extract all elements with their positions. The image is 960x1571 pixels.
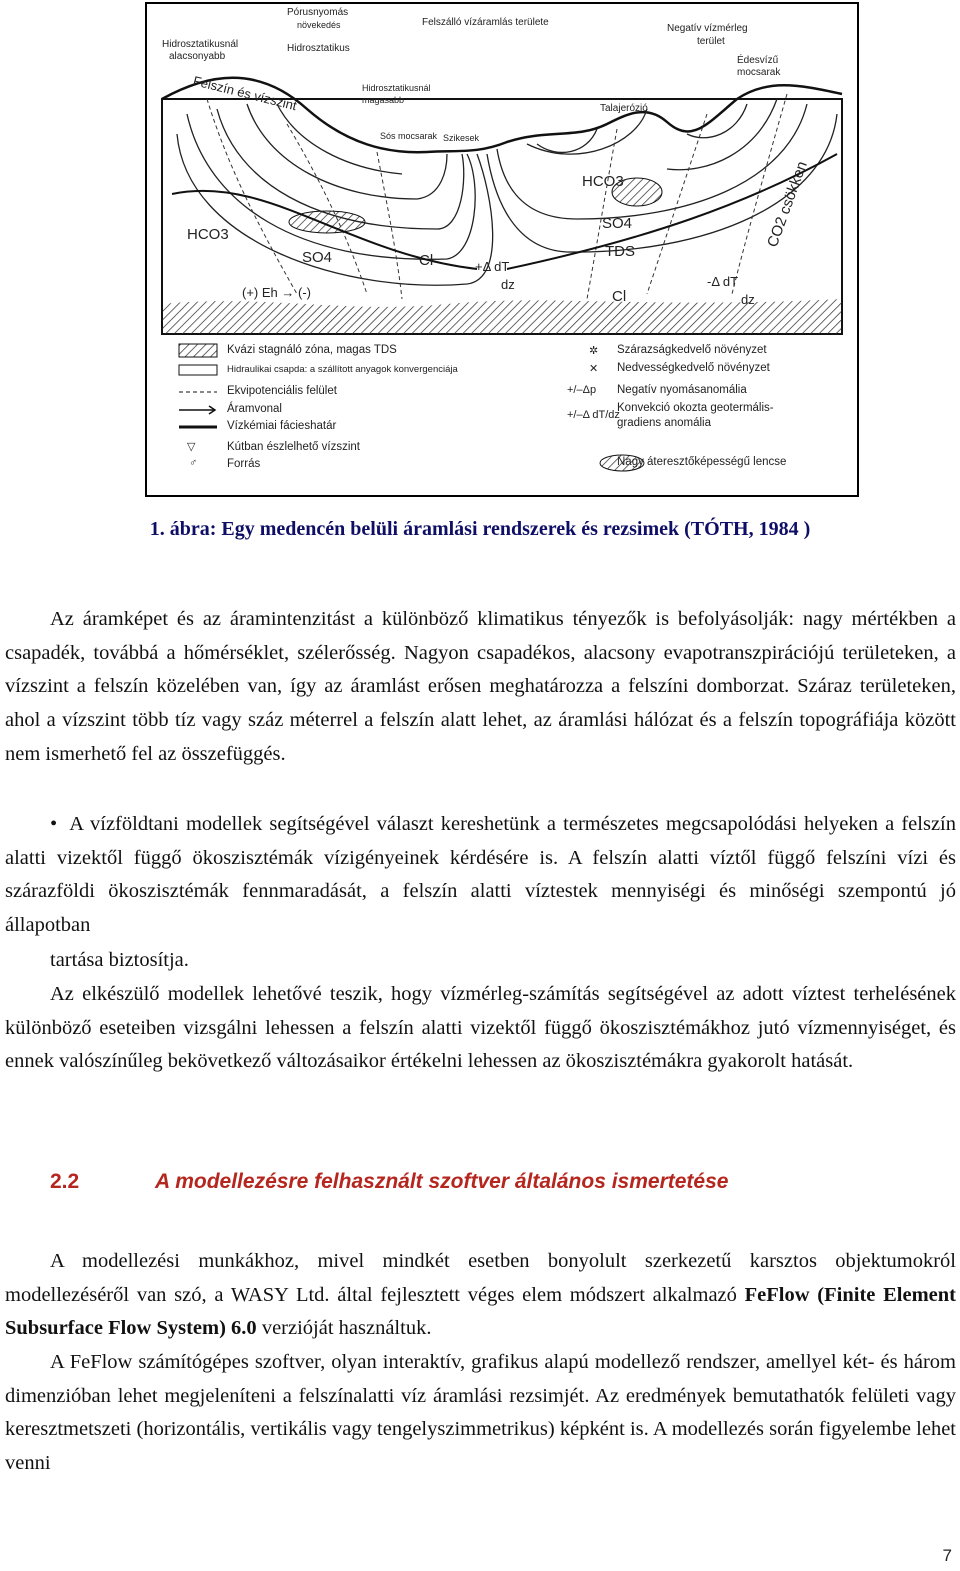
paragraph-bullet-end: tartása biztosítja. (50, 949, 189, 971)
legend-sym-stagnant (179, 344, 217, 357)
legend-right-3: Konvekció okozta geotermális- (617, 402, 774, 414)
paragraph-models: Az elkészülő modellek lehetővé teszik, hogy vízmérleg-számítás segítségével az adott víztest terhelésének különböző eseteiben vizsgálni lehessen a felszín alatti vizektől függő ökoszisztémákhoz jutó vízmennyiséget, és ennek valószínűleg bekövetkező változásaikor értékelni lehessen az ökoszisztémákra gyakorolt hatását. (5, 983, 956, 1073)
fig-label-dz-right: dz (741, 292, 755, 307)
legend-right-4: gradiens anomália (617, 417, 711, 429)
fig-label-hidrosztatikus: Hidrosztatikus (287, 43, 350, 54)
dry-vegetation-icon: ✲ (589, 345, 599, 357)
basin-surface-line (162, 78, 842, 152)
page-number: 7 (942, 1546, 952, 1565)
fig-label-dz-left: dz (501, 277, 515, 292)
section-heading (50, 1170, 728, 1194)
fig-label-tds: TDS (605, 243, 635, 260)
fig-label-hco3-left: HCO3 (187, 226, 229, 243)
paragraph-climate: Az áramképet és az áramintenzitást a különböző klimatikus tényezők is befolyásolják: nagy mértékben a csapadék, továbbá a hőmérséklet, szélerősség. Nagyon csapadékos, alacsony evapotranszpirációjú területeken, a vízszint a felszín közelében van, így az áramlást erősen meghatározza a felszíni domborzat. Száraz területeken, ahol a vízszint több tíz vagy száz méterrel a felszín alatt lehet, az áramlási hálózat és a felszín topográfiája között nem ismerhető fel az összefüggés. (5, 608, 956, 765)
figure-flow-systems (145, 2, 859, 497)
bullet-icon: • (50, 813, 58, 835)
legend-left-4: Vízkémiai fácieshatár (227, 420, 337, 432)
fig-label-hidro-alacsony-1: Hidrosztatikusnál (162, 39, 239, 50)
fig-label-minus-delta-dt: -Δ dT (707, 274, 739, 289)
figure-caption: 1. ábra: Egy medencén belüli áramlási rendszerek és rezsimek (TÓTH, 1984 ) (149, 518, 811, 540)
fig-label-porusnyomas: Pórusnyomás (287, 7, 349, 18)
legend-right-0: Szárazságkedvelő növényzet (617, 344, 767, 356)
wet-vegetation-icon: ✕ (589, 363, 599, 375)
paragraph-feflow-intro (5, 1245, 956, 1346)
legend-right-sym-2: +/–Δp (567, 384, 597, 396)
legend-left-6: Forrás (227, 458, 261, 470)
paragraph-bullet-text: A vízföldtani modellek segítségével választ kereshetünk a természetes megcsapolódási helyeken a felszín alatti vizektől függő ökoszisztémák vízigényeinek kérdésére is. A felszín alatti víztől függő felszíni vízi és szárazföldi ökoszisztémák fennmaradását, a felszín alatti víztestek mennyiségi és minőségi szempontú jó állapotban (5, 813, 956, 937)
fig-label-edesvizu-2: mocsarak (737, 67, 781, 78)
legend-right-1: Nedvességkedvelő növényzet (617, 362, 770, 374)
spring-icon: ♂ (189, 457, 198, 469)
feflow-intro-text-a: A modellezési munkákhoz, mivel mindkét esetben bonyolult szerkezetű karsztos objektumokról modellezéséről van szó, a WASY Ltd. által fejlesztett véges elem módszert alkalmazó (5, 1250, 956, 1306)
fig-label-negativ-2: terület (697, 36, 725, 47)
fig-label-cl-left: Cl (419, 252, 434, 269)
stagnant-zone-bottom (162, 299, 842, 334)
feflow-name-bold: FeFlow (Finite Element Subsurface Flow System) 6.0 (5, 1283, 956, 1340)
flow-lines (177, 99, 837, 285)
fig-label-cl-right: Cl (612, 288, 627, 305)
fig-label-negativ-1: Negatív vízmérleg (667, 23, 748, 34)
fig-label-sos-mocsarak: Sós mocsarak (380, 131, 438, 141)
fig-label-szikesek: Szikesek (443, 133, 480, 143)
fig-label-hidro-alacsony-2: alacsonyabb (169, 51, 226, 62)
section-title: A modellezésre felhasznált szoftver általános ismertetése (155, 1170, 729, 1193)
legend-sym-flowline (179, 406, 215, 414)
fig-label-talajerozio: Talajerózió (600, 103, 648, 114)
fig-label-so4-right: SO4 (602, 215, 633, 232)
legend-left-1: Hidraulikai csapda: a szállított anyagok konvergenciája (227, 364, 458, 375)
fig-label-felszallo: Felszálló vízáramlás területe (422, 17, 549, 28)
legend-right-2: Negatív nyomásanomália (617, 384, 747, 396)
legend-left-5: Kútban észlelhető vízszint (227, 441, 360, 453)
fig-label-novekedes: növekedés (297, 20, 341, 30)
section-number: 2.2 (50, 1170, 80, 1193)
fig-label-hidro-magas-2: magasabb (362, 95, 405, 105)
well-level-icon: ▽ (187, 441, 196, 453)
fig-label-delta-dt: +Δ dT (475, 259, 510, 274)
feflow-intro-text-b: verzióját használtuk. (256, 1317, 432, 1340)
legend-right-5: Nagy áteresztőképességű lencse (617, 456, 787, 468)
legend-right-sym-3: +/–Δ dT/dz (567, 409, 620, 421)
legend-sym-trap (179, 365, 217, 375)
fig-label-felszin-vizszint: Felszín és vízszint (191, 73, 299, 114)
fig-label-edesvizu-1: Édesvízű (737, 55, 779, 66)
legend-left-3: Áramvonal (227, 403, 282, 415)
fig-label-so4-left: SO4 (302, 249, 333, 266)
legend-left-2: Ekvipotenciális felület (227, 385, 337, 397)
fig-label-hco3-right: HCO3 (582, 173, 624, 190)
legend-left-0: Kvázi stagnáló zóna, magas TDS (227, 344, 397, 356)
paragraph-feflow-description: A FeFlow számítógépes szoftver, olyan interaktív, grafikus alapú modellező rendszer, amellyel két- és három dimenzióban lehet megjeleníteni a felszínalatti víz áramlási rezsimjét. Az eredmények bemutathatók felületi vagy keresztmetszeti (horizontális, vertikális vagy tengelyszimmetrikus) képként is. A modellezés során figyelembe lehet venni (5, 1351, 956, 1475)
fig-label-hidro-magas-1: Hidrosztatikusnál (362, 83, 431, 93)
fig-label-eh: (+) Eh → (-) (242, 285, 311, 300)
fig-label-co2: CO2 csökken (764, 159, 811, 250)
paragraph-bullet (5, 808, 956, 943)
